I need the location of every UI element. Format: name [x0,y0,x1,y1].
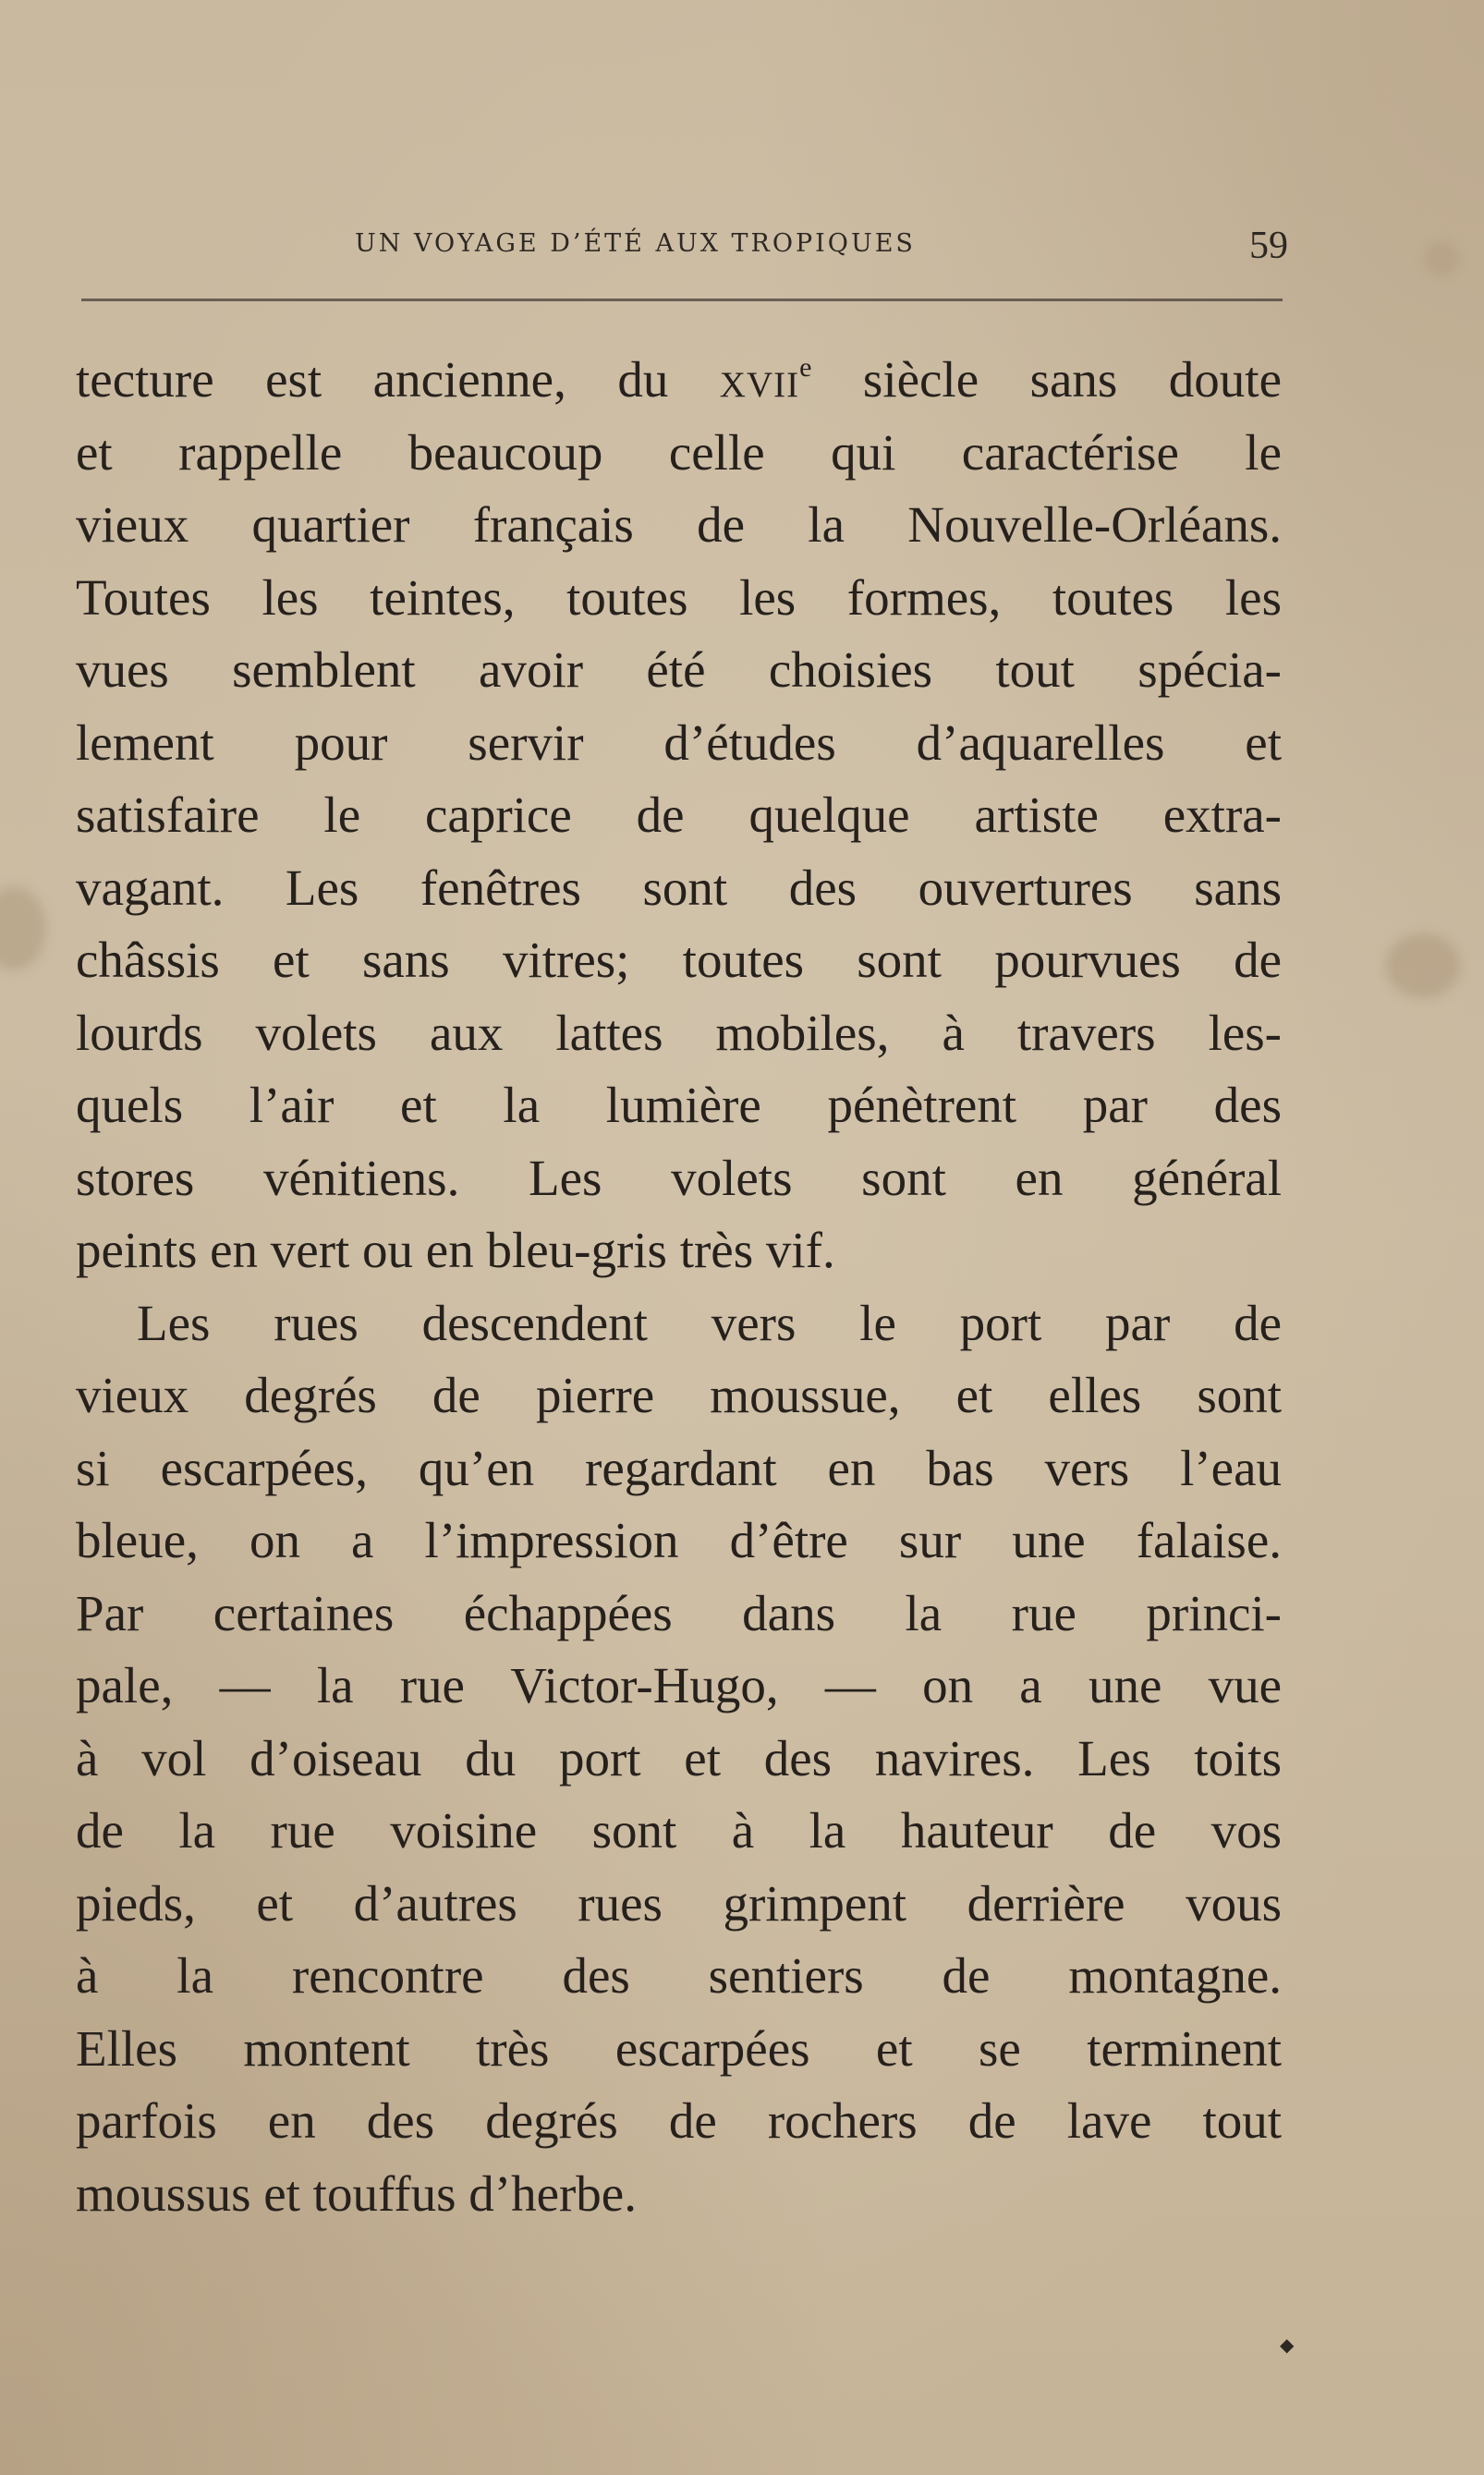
text-line: si escarpées, qu’en regardant en bas vers l’eau [76,1439,1282,1496]
text-line: de la rue voisine sont à la hauteur de vos [76,1802,1282,1859]
text-line: et rappelle beaucoup celle qui caractérise le [76,423,1282,481]
paragraph-start-line: Les rues descendent vers le port par de [137,1294,1282,1351]
text-line: peints en vert ou en bleu-gris très vif. [76,1222,835,1278]
text-line: châssis et sans vitres; toutes sont pourvues de [76,932,1282,988]
text-line: Par certaines échappées dans la rue princi- [76,1584,1282,1641]
text-line: vagant. Les fenêtres sont des ouvertures sans [76,859,1282,916]
text-line: lourds volets aux lattes mobiles, à travers les- [76,1004,1282,1061]
text-line: vieux quartier français de la Nouvelle-Orléans. [76,496,1282,553]
text-line: satisfaire le caprice de quelque artiste extra- [76,786,1282,843]
page-number: 59 [1249,225,1288,267]
paper-stain [1386,933,1460,998]
century-superscript: e [799,352,812,383]
text-line: pale, — la rue Victor-Hugo, — on a une vue [76,1657,1282,1713]
text-line: tecture est ancienne, du xvii$^e$ siècle sans doute [76,351,1282,408]
diamond-ornament-icon: ◆ [1280,2334,1295,2356]
text-line: stores vénitiens. Les volets sont en général [76,1149,1282,1206]
text-line: vues semblent avoir été choisies tout spécia- [76,641,1282,698]
text-line: quels l’air et la lumière pénètrent par des [76,1077,1282,1133]
century-numeral: xvii [719,351,800,408]
text-line: pieds, et d’autres rues grimpent derrière vous [76,1874,1282,1932]
text-line: Toutes les teintes, toutes les formes, toutes les [76,568,1282,626]
paper-stain [1423,240,1460,277]
paper-stain [0,887,46,970]
body-text [76,344,1282,2230]
text-line: parfois en des degrés de rochers de lave tout [76,2092,1282,2149]
running-title: UN VOYAGE D’ÉTÉ AUX TROPIQUES [355,229,916,258]
text-line: Elles montent très escarpées et se terminent [76,2019,1282,2077]
text-line: moussus et touffus d’herbe. [76,2164,637,2222]
text-line: lement pour servir d’études d’aquarelles et [76,713,1282,771]
text-line: bleue, on a l’impression d’être sur une falaise. [76,1512,1282,1568]
header-rule [81,299,1283,301]
page-header [78,225,1288,275]
text-line: à la rencontre des sentiers de montagne. [76,1947,1282,2004]
text-line: vieux degrés de pierre moussue, et elles sont [76,1367,1282,1423]
text-line: à vol d’oiseau du port et des navires. Les toits [76,1729,1282,1786]
